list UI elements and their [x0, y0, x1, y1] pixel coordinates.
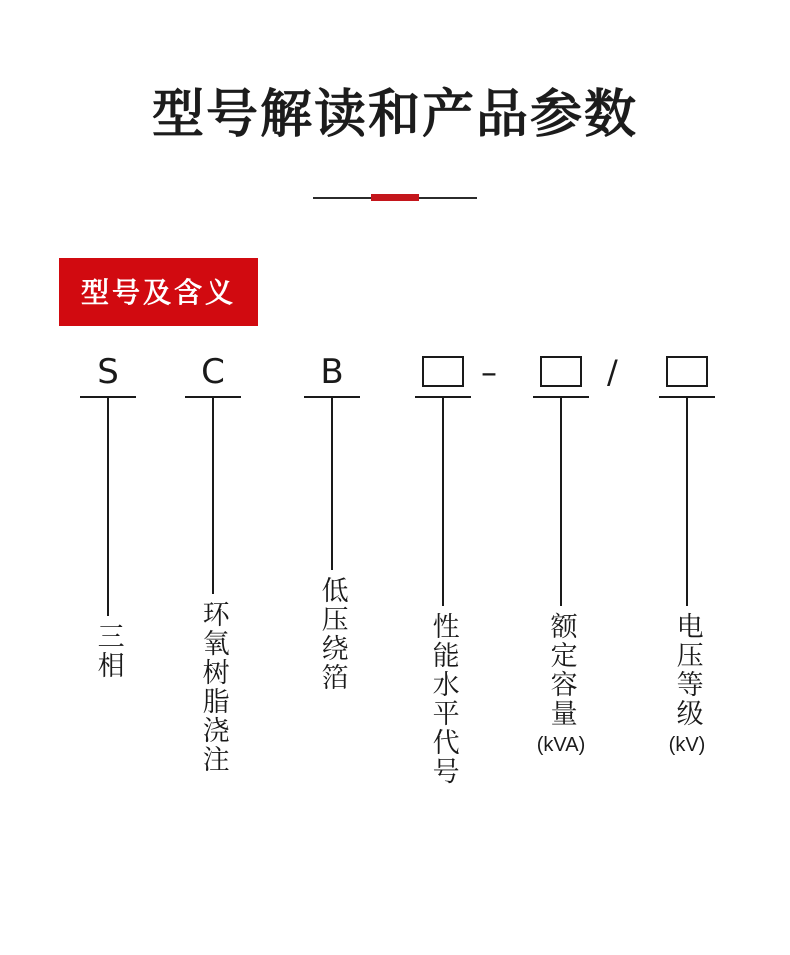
code-unit-5: (kVA) [536, 734, 586, 756]
leader-line-3 [331, 398, 333, 570]
leader-line-4 [442, 398, 444, 606]
code-placeholder-box-5 [540, 356, 582, 387]
code-caption-4: 性能水平代号 [427, 612, 459, 786]
leader-line-1 [107, 398, 109, 616]
code-column-2 [153, 350, 273, 774]
code-symbol-3: B [320, 352, 344, 392]
code-column-3 [272, 350, 392, 692]
separator-slash: / [607, 353, 618, 391]
code-column-5 [501, 350, 621, 757]
section-tag: 型号及含义 [59, 258, 258, 326]
title-divider [0, 192, 790, 204]
leader-line-2 [212, 398, 214, 594]
divider-line-left [313, 197, 371, 199]
model-code-diagram [0, 350, 790, 910]
code-placeholder-box-4 [422, 356, 464, 387]
code-symbol-4 [383, 350, 503, 394]
code-caption-6: 电压等级 [671, 612, 703, 728]
divider-accent-bar [371, 194, 419, 201]
code-column-6 [627, 350, 747, 757]
code-caption-2: 环氧树脂浇注 [197, 600, 229, 774]
code-column-4 [383, 350, 503, 786]
leader-line-5 [560, 398, 562, 606]
code-caption-3: 低压绕箔 [316, 576, 348, 692]
code-symbol-5 [501, 350, 621, 394]
code-unit-6: (kV) [668, 734, 706, 756]
page-title: 型号解读和产品参数 [151, 85, 638, 145]
code-caption-1: 三相 [92, 622, 124, 680]
separator-dash: – [481, 353, 497, 391]
code-symbol-6 [627, 350, 747, 394]
code-symbol-1: S [97, 352, 119, 392]
code-caption-5: 额定容量 [545, 612, 577, 728]
code-placeholder-box-6 [666, 356, 708, 387]
code-symbol-2: C [201, 352, 225, 392]
code-column-1 [48, 350, 168, 680]
divider-line-right [419, 197, 477, 199]
leader-line-6 [686, 398, 688, 606]
